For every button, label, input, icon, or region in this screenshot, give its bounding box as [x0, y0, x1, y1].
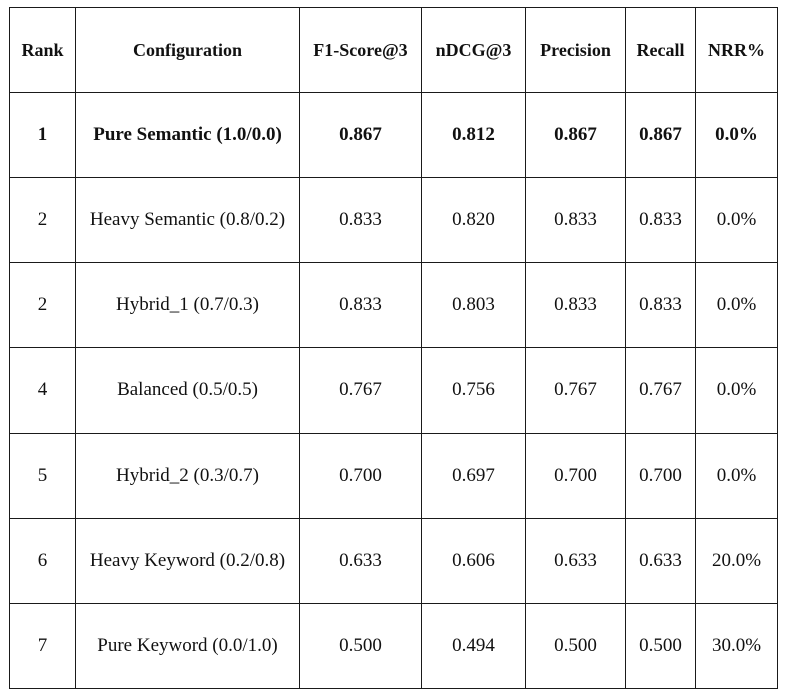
cell-ndcg: 0.820: [422, 178, 526, 263]
cell-configuration: Pure Keyword (0.0/1.0): [76, 603, 300, 688]
cell-recall: 0.867: [626, 93, 696, 178]
cell-rank: 2: [10, 178, 76, 263]
cell-rank: 2: [10, 263, 76, 348]
cell-configuration: Pure Semantic (1.0/0.0): [76, 93, 300, 178]
cell-recall: 0.767: [626, 348, 696, 433]
table-row: [10, 348, 778, 433]
cell-recall: 0.833: [626, 178, 696, 263]
table-row: [10, 263, 778, 348]
cell-nrr: 0.0%: [696, 348, 778, 433]
cell-rank: 5: [10, 433, 76, 518]
cell-ndcg: 0.803: [422, 263, 526, 348]
cell-f1-score: 0.700: [300, 433, 422, 518]
cell-recall: 0.633: [626, 518, 696, 603]
cell-rank: 7: [10, 603, 76, 688]
header-ndcg: nDCG@3: [422, 8, 526, 93]
cell-f1-score: 0.767: [300, 348, 422, 433]
cell-configuration: Hybrid_2 (0.3/0.7): [76, 433, 300, 518]
cell-configuration: Balanced (0.5/0.5): [76, 348, 300, 433]
cell-nrr: 0.0%: [696, 93, 778, 178]
cell-f1-score: 0.633: [300, 518, 422, 603]
cell-recall: 0.500: [626, 603, 696, 688]
cell-ndcg: 0.756: [422, 348, 526, 433]
cell-precision: 0.500: [526, 603, 626, 688]
cell-precision: 0.867: [526, 93, 626, 178]
table-row: [10, 178, 778, 263]
cell-recall: 0.833: [626, 263, 696, 348]
table-row: [10, 603, 778, 688]
header-rank: Rank: [10, 8, 76, 93]
cell-configuration: Hybrid_1 (0.7/0.3): [76, 263, 300, 348]
cell-f1-score: 0.500: [300, 603, 422, 688]
cell-precision: 0.833: [526, 263, 626, 348]
header-row: [10, 8, 778, 93]
cell-precision: 0.767: [526, 348, 626, 433]
cell-configuration: Heavy Semantic (0.8/0.2): [76, 178, 300, 263]
cell-rank: 6: [10, 518, 76, 603]
cell-ndcg: 0.812: [422, 93, 526, 178]
results-table: [9, 7, 778, 689]
cell-nrr: 20.0%: [696, 518, 778, 603]
header-precision: Precision: [526, 8, 626, 93]
cell-recall: 0.700: [626, 433, 696, 518]
cell-ndcg: 0.494: [422, 603, 526, 688]
cell-configuration: Heavy Keyword (0.2/0.8): [76, 518, 300, 603]
table-row: [10, 433, 778, 518]
header-recall: Recall: [626, 8, 696, 93]
cell-nrr: 0.0%: [696, 263, 778, 348]
cell-precision: 0.633: [526, 518, 626, 603]
cell-f1-score: 0.833: [300, 178, 422, 263]
cell-rank: 4: [10, 348, 76, 433]
cell-nrr: 30.0%: [696, 603, 778, 688]
table-row: [10, 93, 778, 178]
cell-precision: 0.833: [526, 178, 626, 263]
table-row: [10, 518, 778, 603]
cell-ndcg: 0.697: [422, 433, 526, 518]
cell-nrr: 0.0%: [696, 178, 778, 263]
cell-nrr: 0.0%: [696, 433, 778, 518]
cell-f1-score: 0.867: [300, 93, 422, 178]
cell-precision: 0.700: [526, 433, 626, 518]
cell-f1-score: 0.833: [300, 263, 422, 348]
cell-rank: 1: [10, 93, 76, 178]
header-configuration: Configuration: [76, 8, 300, 93]
header-f1-score: F1-Score@3: [300, 8, 422, 93]
header-nrr: NRR%: [696, 8, 778, 93]
cell-ndcg: 0.606: [422, 518, 526, 603]
